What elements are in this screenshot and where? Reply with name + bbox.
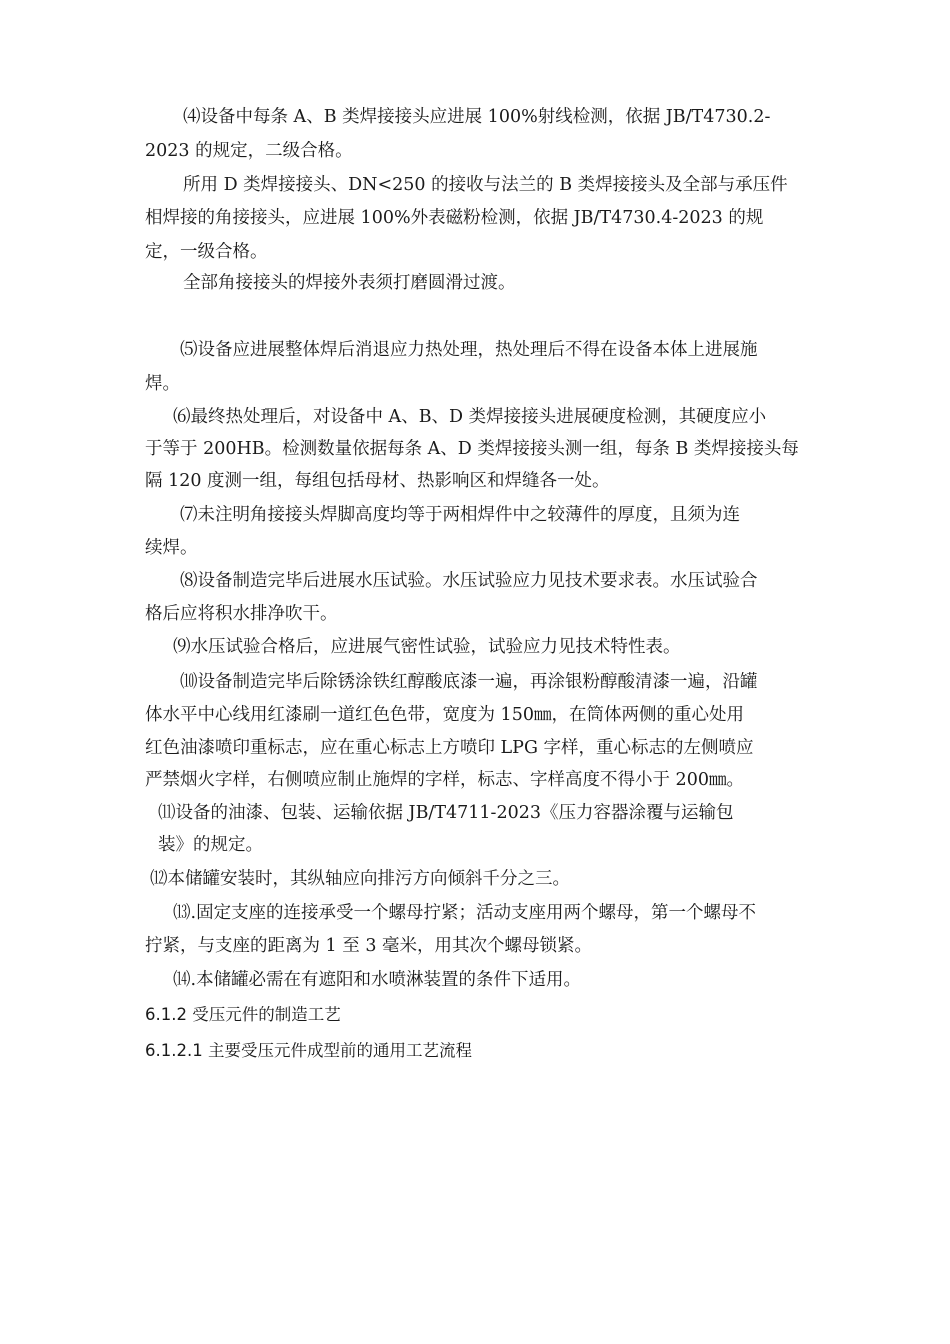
text-line: 拧紧，与支座的距离为 1 至 3 毫米，用其次个螺母锁紧。	[145, 936, 593, 956]
text-line: 体水平中心线用红漆刷一道红色色带，宽度为 150㎜，在筒体两侧的重心处用	[145, 705, 744, 725]
text-line: 严禁烟火字样，右侧喷应制止施焊的字样，标志、字样高度不得小于 200㎜。	[145, 770, 744, 790]
text-line: ⑿本储罐安装时，其纵轴应向排污方向倾斜千分之三。	[150, 869, 570, 889]
text-line: 定，一级合格。	[145, 242, 268, 262]
subsection-heading: 6.1.2.1 主要受压元件成型前的通用工艺流程	[145, 1041, 472, 1060]
text-line: ⑸设备应进展整体焊后消退应力热处理，热处理后不得在设备本体上进展施	[180, 340, 758, 360]
text-line: ⒁.本储罐必需在有遮阳和水喷淋装置的条件下适用。	[173, 970, 582, 990]
text-line: ⑹最终热处理后，对设备中 A、B、D 类焊接接头进展硬度检测，其硬度应小	[173, 407, 767, 427]
text-line: 装》的规定。	[158, 835, 263, 855]
text-line: 续焊。	[145, 538, 198, 558]
text-line: 全部角接接头的焊接外表须打磨圆滑过渡。	[183, 273, 516, 293]
text-line: ⑽设备制造完毕后除锈涂铁红醇酸底漆一遍，再涂银粉醇酸清漆一遍，沿罐	[180, 672, 758, 692]
text-line: 焊。	[145, 374, 180, 394]
text-line: 格后应将积水排净吹干。	[145, 604, 338, 624]
text-line: ⑾设备的油漆、包装、运输依据 JB/T4711-2023《压力容器涂覆与运输包	[158, 803, 734, 823]
section-heading: 6.1.2 受压元件的制造工艺	[145, 1005, 341, 1024]
text-line: 于等于 200HB。检测数量依据每条 A、D 类焊接接头测一组，每条 B 类焊接接头每	[145, 439, 799, 459]
text-line: ⑷设备中每条 A、B 类焊接接头应进展 100%射线检测，依据 JB/T4730.2-	[183, 107, 771, 127]
text-line: 所用 D 类焊接接头、DN<250 的接收与法兰的 B 类焊接接头及全部与承压件	[183, 175, 788, 195]
text-line: ⑻设备制造完毕后进展水压试验。水压试验应力见技术要求表。水压试验合	[180, 571, 758, 591]
text-line: ⑺未注明角接接头焊脚高度均等于两相焊件中之较薄件的厚度，且须为连	[180, 505, 740, 525]
text-line: 隔 120 度测一组，每组包括母材、热影响区和焊缝各一处。	[145, 471, 610, 491]
text-line: ⒀.固定支座的连接承受一个螺母拧紧；活动支座用两个螺母，第一个螺母不	[173, 903, 757, 923]
text-line: 红色油漆喷印重标志，应在重心标志上方喷印 LPG 字样，重心标志的左侧喷应	[145, 738, 754, 758]
text-line: 2023 的规定，二级合格。	[145, 141, 353, 161]
text-line: 相焊接的角接接头，应进展 100%外表磁粉检测，依据 JB/T4730.4-2023 的规	[145, 208, 764, 228]
text-line: ⑼水压试验合格后，应进展气密性试验，试验应力见技术特性表。	[173, 637, 681, 657]
